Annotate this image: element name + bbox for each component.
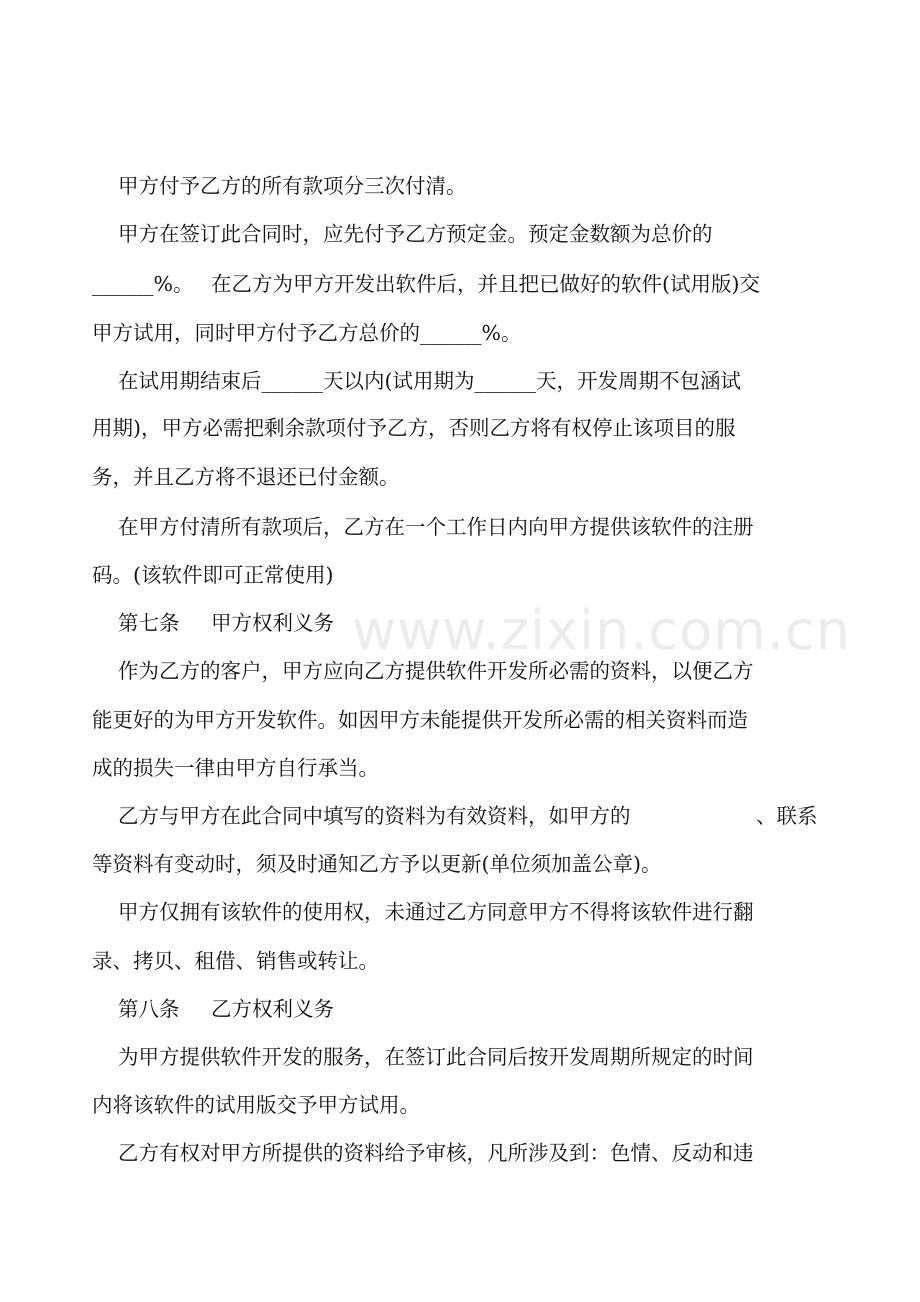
text-segment: 甲方在签订此合同时，应先付予乙方预定金。预定金数额为总价的 [118, 222, 713, 246]
text-line [0, 793, 920, 839]
text-segment: 、联系 [756, 804, 818, 828]
text-segment: 内将该软件的试用版交予甲方试用。 [92, 1093, 420, 1117]
text-line [0, 1082, 920, 1128]
text-segment: 甲方仅拥有该软件的使用权，未通过乙方同意甲方不得将该软件进行翻 [118, 900, 754, 924]
section-number: 第八条 [118, 997, 180, 1021]
text-segment: 能更好的为甲方开发软件。如因甲方未能提供开发所必需的相关资料而造 [92, 708, 748, 732]
text-segment: 用期)，甲方必需把剩余款项付予乙方，否则乙方将有权停止该项目的服 [92, 416, 736, 440]
text-line [0, 697, 920, 743]
text-segment: 在甲方付清所有款项后，乙方在一个工作日内向甲方提供该软件的注册 [118, 515, 754, 539]
text-line [0, 938, 920, 984]
section-heading [0, 600, 920, 646]
section-heading [0, 986, 920, 1032]
text-line [0, 405, 920, 451]
watermark: www.zixin.com.cn [352, 599, 851, 662]
text-line [0, 1034, 920, 1080]
text-line [0, 163, 920, 209]
text-segment: 乙方与甲方在此合同中填写的资料为有效资料，如甲方的 [118, 804, 631, 828]
text-line [0, 1130, 920, 1176]
text-segment: ______%。 [92, 272, 194, 296]
text-line [0, 504, 920, 550]
text-segment: 务，并且乙方将不退还已付金额。 [92, 465, 400, 489]
text-line [0, 841, 920, 887]
section-number: 第七条 [118, 611, 180, 635]
text-segment: 甲方试用，同时甲方付予乙方总价的______%。 [92, 321, 522, 345]
text-line [0, 211, 920, 257]
text-segment: 成的损失一律由甲方自行承当。 [92, 756, 379, 780]
section-title: 乙方权利义务 [211, 997, 334, 1021]
text-line [0, 358, 920, 404]
text-segment: 等资料有变动时，须及时通知乙方予以更新(单位须加盖公章)。 [92, 852, 662, 876]
text-segment: 作为乙方的客户，甲方应向乙方提供软件开发所必需的资料，以便乙方 [118, 659, 754, 683]
text-line [0, 552, 920, 598]
text-segment: 录、拷贝、租借、销售或转让。 [92, 949, 379, 973]
text-line [0, 648, 920, 694]
section-title: 甲方权利义务 [211, 611, 334, 635]
text-segment: 码。(该软件即可正常使用) [92, 563, 334, 587]
text-line [0, 454, 920, 500]
text-segment: 在试用期结束后______天以内(试用期为______天，开发周期不包涵试 [118, 369, 741, 393]
text-segment: 为甲方提供软件开发的服务，在签订此合同后按开发周期所规定的时间 [118, 1045, 754, 1069]
text-segment: 乙方有权对甲方所提供的资料给予审核，凡所涉及到：色情、反动和违 [118, 1141, 754, 1165]
text-line [0, 310, 920, 356]
text-line [0, 889, 920, 935]
text-segment: 甲方付予乙方的所有款项分三次付清。 [118, 174, 467, 198]
text-segment: 在乙方为甲方开发出软件后，并且把已做好的软件(试用版)交 [211, 272, 760, 296]
text-line [0, 261, 920, 307]
text-line [0, 745, 920, 791]
